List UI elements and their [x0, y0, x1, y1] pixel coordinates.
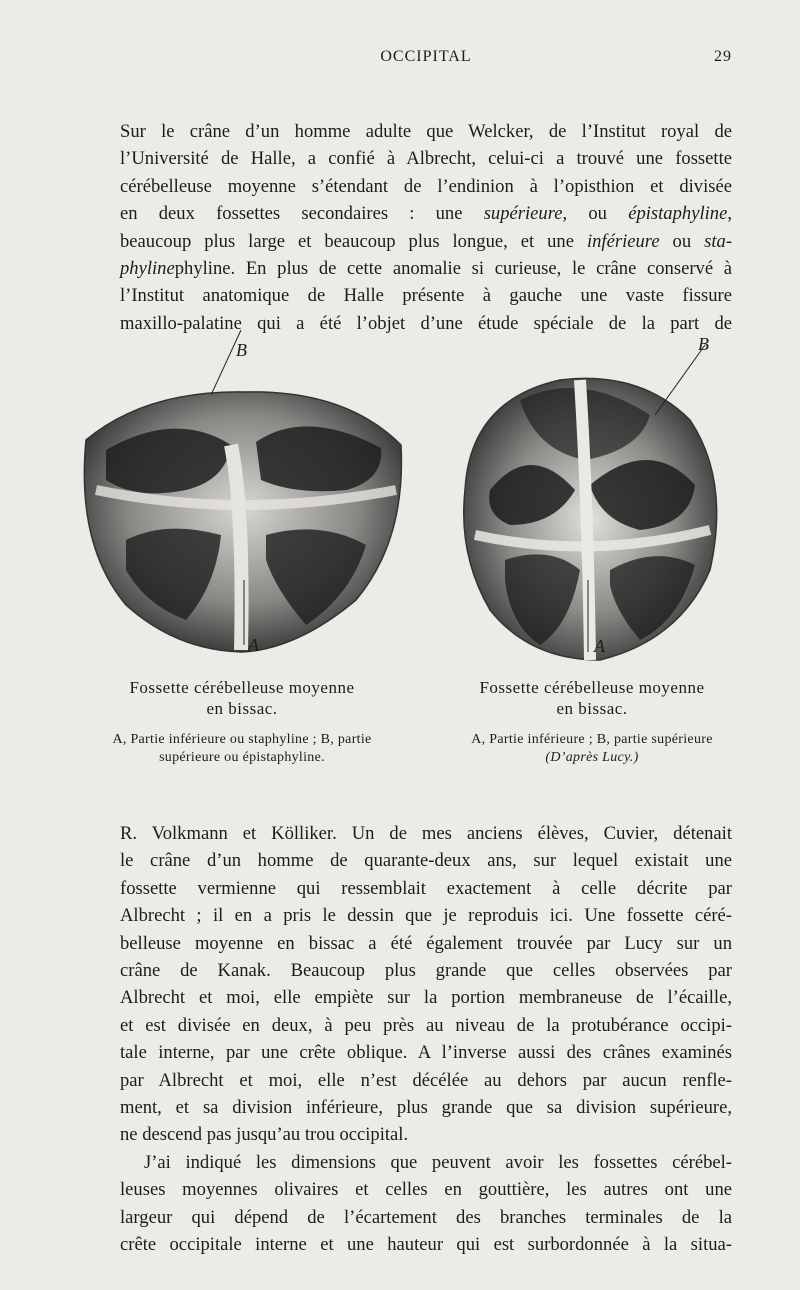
figure-label-b: B	[236, 340, 247, 360]
text-line: crâne de Kanak. Beaucoup plus grande que celles observées par	[120, 960, 732, 982]
text-line	[120, 255, 732, 282]
text-line: belleuse moyenne en bissac a été également trouvée par Lucy sur un	[120, 932, 732, 954]
italic-term: phyline	[120, 258, 175, 280]
running-title: OCCIPITAL	[380, 48, 472, 65]
figure-left-skull-illustration	[66, 330, 416, 660]
italic-term: sta-	[704, 230, 733, 252]
caption-sub-line: A, Partie inférieure ou staphyline ; B, partie	[112, 732, 372, 747]
text-segment: beaucoup plus large et beaucoup plus longue, et une	[120, 230, 587, 252]
page-number: 29	[714, 48, 732, 65]
figure-right-skull-illustration	[440, 334, 740, 670]
text-line: J’ai indiqué les dimensions que peuvent avoir les fossettes cérébel-	[144, 1151, 732, 1173]
text-line: l’Université de Halle, a confié à Albrecht, celui-ci a trouvé une fossette	[120, 148, 732, 170]
figure-right-caption	[432, 677, 752, 767]
text-line: cérébelleuse moyenne s’étendant de l’endinion à l’opisthion et divisée	[120, 175, 732, 197]
figure-label-a: A	[248, 635, 259, 655]
text-line: ne descend pas jusqu’au trou occipital.	[120, 1124, 409, 1146]
text-line: maxillo-palatine qui a été l’objet d’une étude spéciale de la part de	[120, 312, 732, 334]
skull-fossa-drawing-right	[440, 340, 740, 670]
text-line: et est divisée en deux, à peu près au niveau de la protubérance occipi-	[120, 1014, 732, 1036]
skull-fossa-drawing-left	[66, 330, 416, 660]
text-line: l’Institut anatomique de Halle présente à gauche une vaste fissure	[120, 285, 732, 307]
text-line: ment, et sa division inférieure, plus grande que sa division supérieure,	[120, 1097, 732, 1119]
text-line: par Albrecht et moi, elle n’est décélée au dehors par aucun renfle-	[120, 1069, 732, 1091]
text-segment: , ou	[562, 203, 629, 225]
caption-sub-line: (D’après Lucy.)	[545, 750, 639, 765]
figure-left-caption	[84, 677, 400, 767]
text-line: Albrecht et moi, elle empiète sur la portion membraneuse de l’écaille,	[120, 987, 732, 1009]
caption-title-line: en bissac.	[556, 699, 628, 718]
text-line: crête occipitale interne et une hauteur qui est surbordonnée à la situa-	[120, 1234, 732, 1256]
caption-title-line: Fossette cérébelleuse moyenne	[479, 678, 705, 697]
text-line: leuses moyennes olivaires et celles en gouttière, les autres ont une	[120, 1179, 732, 1201]
italic-term: supérieure	[483, 203, 563, 225]
paragraph-1	[120, 118, 732, 337]
page-header	[120, 48, 732, 72]
text-segment: ,	[727, 203, 732, 225]
figure-label-b: B	[698, 334, 709, 354]
caption-title-line: en bissac.	[206, 699, 278, 718]
figure-label-a: A	[594, 636, 605, 656]
text-line: largeur qui dépend de l’écartement des branches terminales de la	[120, 1206, 732, 1228]
text-line: le crâne d’un homme de quarante-deux ans, sur lequel existait une	[120, 850, 732, 872]
text-line: Sur le crâne d’un homme adulte que Welcker, de l’Institut royal de	[120, 121, 732, 142]
caption-title-line: Fossette cérébelleuse moyenne	[129, 678, 355, 697]
text-line	[120, 228, 732, 255]
caption-sub-line: supérieure ou épistaphyline.	[159, 750, 325, 765]
italic-term: inférieure	[586, 230, 660, 252]
text-line: fossette vermienne qui ressemblait exactement à celle décrite par	[120, 877, 732, 899]
text-segment: ou	[659, 230, 705, 252]
text-line: tale interne, par une crête oblique. A l’inverse aussi des crânes examinés	[120, 1042, 732, 1064]
text-line	[120, 200, 732, 227]
italic-term: épistaphyline	[628, 203, 728, 225]
text-line: Albrecht ; il en a pris le dessin que je reproduis ici. Une fossette céré-	[120, 905, 732, 927]
text-segment: en deux fossettes secondaires : une	[120, 203, 484, 225]
text-line: R. Volkmann et Kölliker. Un de mes anciens élèves, Cuvier, détenait	[120, 823, 732, 844]
caption-sub-line: A, Partie inférieure ; B, partie supérieure	[471, 732, 713, 747]
paragraph-2	[120, 820, 732, 1259]
text-segment: phyline. En plus de cette anomalie si curieuse, le crâne conservé à	[174, 258, 732, 280]
